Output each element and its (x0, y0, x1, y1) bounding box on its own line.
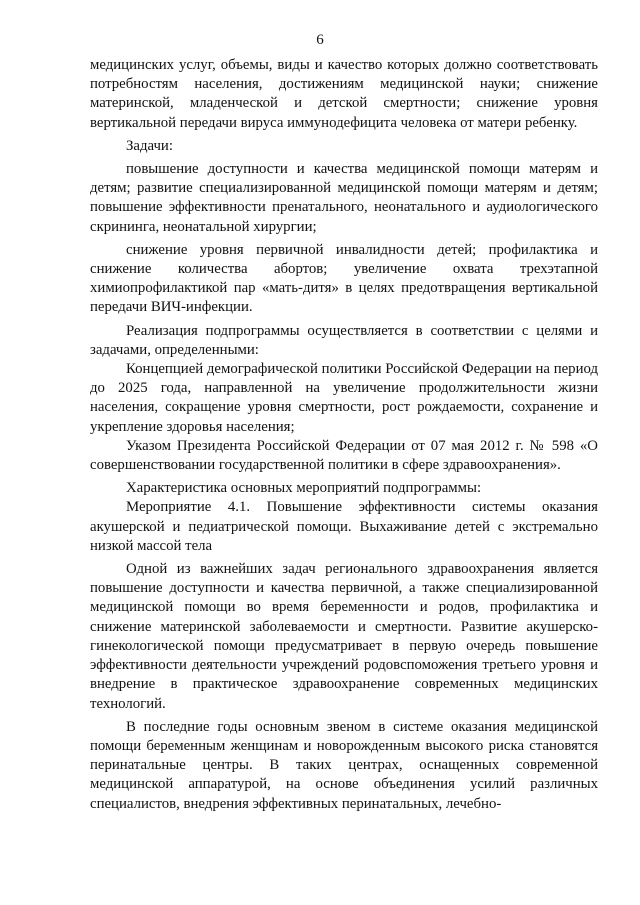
page-number: 6 (316, 32, 324, 48)
paragraph-task-2: снижение уровня первичной инвалидности детей; профилактика и снижение количества абортов; увеличение охвата трехэтапной химиопрофилактикой пар «мать-дитя» в целях предотвращения вертикальной передачи ВИЧ-инфекции. (90, 241, 598, 316)
paragraph-task-1: повышение доступности и качества медицинской помощи матерям и детям; развитие специализированной медицинской помощи матерям и детям; повышение эффективности пренатального, неонатального и аудиологического скрининга, неонатальной хирургии; (90, 161, 598, 235)
paragraph-characteristics-heading: Характеристика основных мероприятий подпрограммы: (126, 480, 482, 497)
paragraph-perinatal-centers: В последние годы основным звеном в системе оказания медицинской помощи беременным женщинам и новорожденным высокого риска становятся перинатальные центры. В таких центрах, оснащенных современной медицинской аппаратурой, на основе объединения усилий различных специалистов, внедрения эффективных перинатальных, лечебно- (90, 718, 598, 812)
paragraph-tasks-heading: Задачи: (126, 137, 173, 154)
paragraph-decree: Указом Президента Российской Федерации от 07 мая 2012 г. № 598 «О совершенствовании государственной политики в сфере здравоохранения». (90, 437, 598, 474)
document-body (90, 56, 598, 814)
paragraph-concept: Концепцией демографической политики Российской Федерации на период до 2025 года, направленной на увеличение продолжительности жизни населения, сокращение уровня смертности, рост рождаемости, сохранение и укрепление здоровья населения; (90, 361, 598, 435)
paragraph-implementation: Реализация подпрограммы осуществляется в соответствии с целями и задачами, определенными: (90, 322, 598, 358)
paragraph-goals-continued: медицинских услуг, объемы, виды и качество которых должно соответствовать потребностям населения, достижениям медицинской науки; снижение материнской, младенческой и детской смертности; снижение уровня вертикальной передачи вируса иммунодефицита человека от матери ребенку. (90, 57, 598, 131)
paragraph-regional-tasks: Одной из важнейших задач регионального здравоохранения является повышение доступности и качества первичной, а также специализированной медицинской помощи во время беременности и родов, профилактика и снижение материнской заболеваемости и смертности. Развитие акушерско-гинекологической помощи предусматривает в первую очередь повышение эффективности деятельности учреждений родовспоможения третьего уровня и внедрение в практическое здравоохранение современных медицинских технологий. (90, 561, 598, 712)
paragraph-measure-4-1: Мероприятие 4.1. Повышение эффективности системы оказания акушерской и педиатрической помощи. Выхаживание детей с экстремально низкой массой тела (90, 499, 598, 554)
